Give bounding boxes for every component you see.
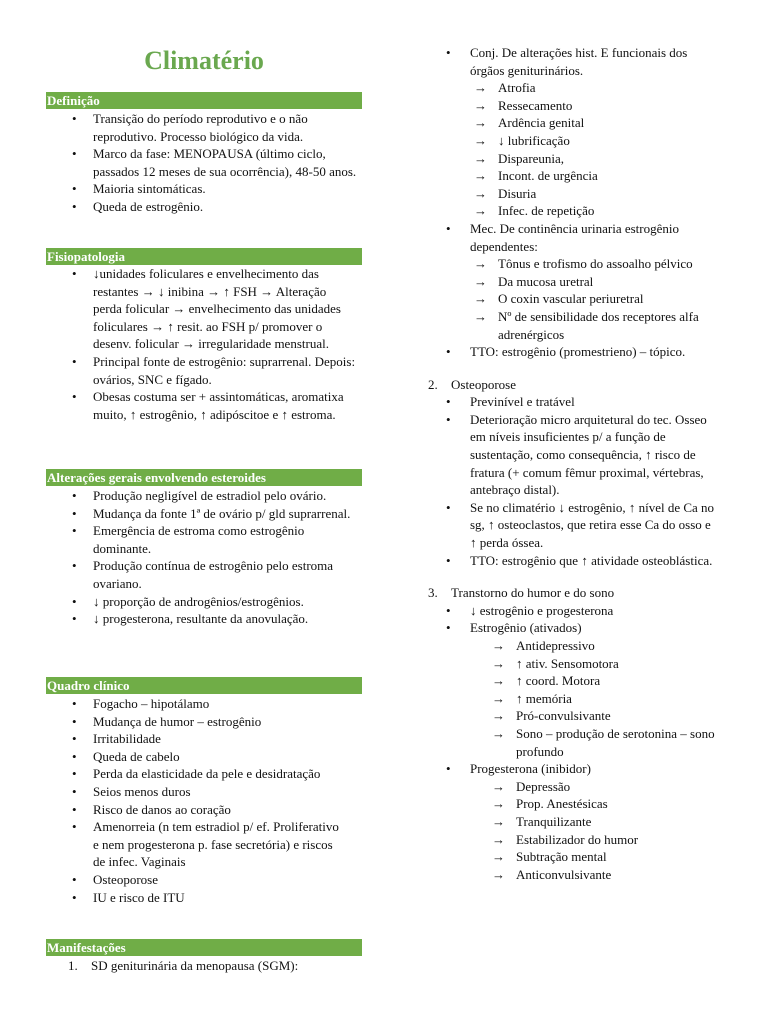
list-item: • Queda de cabelo xyxy=(46,748,346,766)
list-item: • Transição do período reprodutivo e o não reprodutivo. Processo biológico da vida. xyxy=(46,110,362,145)
list-item: • Deterioração micro arquitetural do tec. Osseo em níveis insuficientes p/ a função de sustentação, como consequência, ↑ risco de fratura (+ comum fêmur proximal, vértebras, antebraço distal). xyxy=(428,411,718,499)
arrow-item: → Tranquilizante xyxy=(428,813,718,831)
list-item: • IU e risco de ITU xyxy=(46,889,346,907)
arrow-item: → O coxin vascular periuretral xyxy=(428,290,718,308)
list-item: • Risco de danos ao coração xyxy=(46,801,346,819)
spacer xyxy=(428,569,718,584)
list-quadro-clinico xyxy=(46,695,346,906)
list-sgm xyxy=(428,44,718,883)
arrow-item: → Sono – produção de serotonina – sono profundo xyxy=(428,725,718,760)
item-text: Conj. De alterações hist. E funcionais dos órgãos geniturinários. xyxy=(470,45,688,78)
list-item: • Principal fonte de estrogênio: suprarrenal. Depois: ovários, SNC e fígado. xyxy=(46,353,356,388)
list-item: • Perda da elasticidade da pele e desidratação xyxy=(46,765,346,783)
list-item: • Seios menos duros xyxy=(46,783,346,801)
spacer xyxy=(428,361,718,376)
item-text: SD geniturinária da menopausa (SGM): xyxy=(91,958,299,973)
list-fisiopatologia xyxy=(46,265,356,423)
list-item: • ↓unidades foliculares e envelhecimento das restantes → ↓ inibina → ↑ FSH → Alteração perda folicular → envelhecimento das unidades foliculares → ↑ resit. ao FSH p/ promover o desenv. folicular → irregularidade menstrual. xyxy=(46,265,356,353)
arrow-item: → Da mucosa uretral xyxy=(428,273,718,291)
list-item: • Obesas costuma ser + assintomáticas, aromatixa muito, ↑ estrogênio, ↑ adipóscitoe e ↑ estroma. xyxy=(46,388,356,423)
arrow-item: → Antidepressivo xyxy=(428,637,718,655)
section-heading-definicao: Definição xyxy=(46,92,362,109)
section-heading-quadro-clinico: Quadro clínico xyxy=(46,677,362,694)
arrow-item: → Prop. Anestésicas xyxy=(428,795,718,813)
arrow-item: → Tônus e trofismo do assoalho pélvico xyxy=(428,255,718,273)
list-item: • ↓ estrogênio e progesterona xyxy=(428,602,718,620)
list-item: • Amenorreia (n tem estradiol p/ ef. Proliferativo e nem progesterona p. fase secretória) e riscos de infec. Vaginais xyxy=(46,818,346,871)
list-item: • Progesterona (inibidor) xyxy=(428,760,718,778)
arrow-item: → ↑ memória xyxy=(428,690,718,708)
list-item: • TTO: estrogênio (promestrieno) – tópico. xyxy=(428,343,718,361)
arrow-item: → Nº de sensibilidade dos receptores alfa adrenérgicos xyxy=(428,308,718,343)
list-item: • ↓ progesterona, resultante da anovulação. xyxy=(46,610,362,628)
list-item: • ↓ proporção de androgênios/estrogênios. xyxy=(46,593,362,611)
list-item: • Produção contínua de estrogênio pelo estroma ovariano. xyxy=(46,557,362,592)
item-text: Transtorno do humor e do sono xyxy=(451,585,615,601)
list-definicao xyxy=(46,110,362,216)
item-number: 3. xyxy=(428,585,438,601)
arrow-item: → Depressão xyxy=(428,778,718,796)
list-item: • Mudança da fonte 1ª de ovário p/ gld suprarrenal. xyxy=(46,505,362,523)
arrow-item: → Ressecamento xyxy=(428,97,718,115)
arrow-item: → Infec. de repetição xyxy=(428,202,718,220)
list-item: • Marco da fase: MENOPAUSA (último ciclo, passados 12 meses de sua ocorrência), 48-50 anos. xyxy=(46,145,362,180)
list-item: • Emergência de estroma como estrogênio dominante. xyxy=(46,522,362,557)
arrow-item: → Ardência genital xyxy=(428,114,718,132)
list-item: • Osteoporose xyxy=(46,871,346,889)
list-item: • Previnível e tratável xyxy=(428,393,718,411)
section-heading-alteracoes: Alterações gerais envolvendo esteroides xyxy=(46,469,362,486)
arrow-item: → Estabilizador do humor xyxy=(428,831,718,849)
list-manifestacoes xyxy=(68,957,368,975)
item-text: Osteoporose xyxy=(451,376,516,392)
arrow-item: → Subtração mental xyxy=(428,848,718,866)
numbered-heading-osteoporose xyxy=(428,376,718,394)
list-item: • Se no climatério ↓ estrogênio, ↑ nível de Ca no sg, ↑ osteoclastos, que retira esse Ca do osso e ↑ perda óssea. xyxy=(428,499,718,552)
section-heading-manifestacoes: Manifestações xyxy=(46,939,362,956)
list-item: • TTO: estrogênio que ↑ atividade osteoblástica. xyxy=(428,552,718,570)
list-item: • Fogacho – hipotálamo xyxy=(46,695,346,713)
arrow-item: → ↓ lubrificação xyxy=(428,132,718,150)
item-number: 2. xyxy=(428,376,438,392)
section-heading-fisiopatologia: Fisiopatologia xyxy=(46,248,362,265)
arrow-item: → Pró-convulsivante xyxy=(428,707,718,725)
list-alteracoes xyxy=(46,487,362,628)
list-item: • Irritabilidade xyxy=(46,730,346,748)
list-item: • Mec. De continência urinaria estrogênio dependentes: xyxy=(428,220,718,255)
list-item: • Produção negligível de estradiol pelo ovário. xyxy=(46,487,362,505)
item-number: 1. xyxy=(68,958,78,973)
list-item xyxy=(428,44,718,79)
arrow-item: → Disuria xyxy=(428,185,718,203)
list-item: • Queda de estrogênio. xyxy=(46,198,362,216)
arrow-item: → ↑ ativ. Sensomotora xyxy=(428,655,718,673)
list-item: • Maioria sintomáticas. xyxy=(46,180,362,198)
arrow-item: → Dispareunia, xyxy=(428,150,718,168)
arrow-item: → Incont. de urgência xyxy=(428,167,718,185)
arrow-item: → ↑ coord. Motora xyxy=(428,672,718,690)
page-title: Climatério xyxy=(144,46,264,75)
arrow-item: → Anticonvulsivante xyxy=(428,866,718,884)
list-item: • Estrogênio (ativados) xyxy=(428,619,718,637)
numbered-heading-humor xyxy=(428,584,718,602)
list-item: • Mudança de humor – estrogênio xyxy=(46,713,346,731)
arrow-item: → Atrofia xyxy=(428,79,718,97)
numbered-item xyxy=(68,957,368,975)
